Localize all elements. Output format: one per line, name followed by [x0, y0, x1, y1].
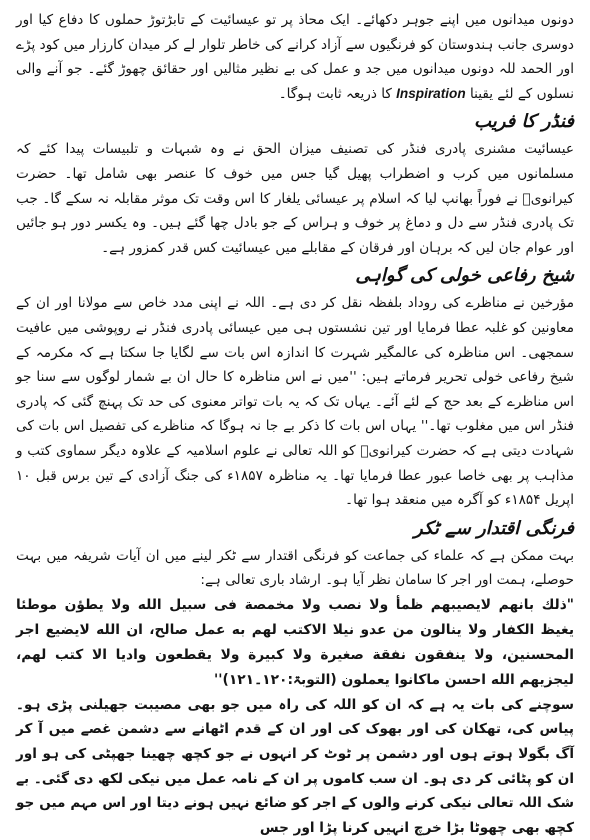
paragraph-reflection: سوچنے کی بات یہ ہے کہ ان کو اللہ کی راہ میں جو بھی مصیبت جھیلنی پڑی ہو۔ پیاس کی، تھکان کی اور بھوک کی اور ان کے قدم اٹھانے سے دشمن غصے میں آ کر آگ بگولا ہوتے ہوں اور دشمن پر ٹوٹ کر انہوں نے جو کچھ چھینا جھپٹی کی ہو اور ان کو پٹائی کر دی ہو۔ ان سب کاموں پر ان کے نامہ عمل میں نیکی لکھ دی گئی۔ بے شک اللہ تعالی نیکی کرنے والوں کے اجر کو ضائع نہیں ہونے دیتا اور اس مہم میں جو کچھ بھی چھوٹا بڑا خرچ انہیں کرنا پڑا اور جس: [16, 696, 574, 836]
quran-reference: (التوبۃ:۱۲۰۔۱۲۱)'': [214, 671, 337, 688]
paragraph-intro-end: کا ذریعہ ثابت ہوگا۔: [278, 85, 392, 102]
paragraph-fander: عیسائیت مشنری پادری فنڈر کی تصنیف میزان الحق نے وہ شبہات و تلبیسات پیدا کئے کہ مسلمانوں میں کرب و اضطراب پھیل گیا جس میں خوف کا عنصر بھی شامل تھا۔ حضرت کیرانویؒ نے فوراً بھانپ لیا کہ اسلام پر عیسائی یلغار کا اس وقت تک موثر مقابلہ نہ سکے گا۔ جب تک پادری فنڈر سے دل و دماغ پر خوف و ہراس کے جو بادل چھا گئے ہیں۔ وہ یکسر دور ہو جائیں اور عوام جان لیں کہ برہان اور فرقان کے مقابلے میں عیسائیت کس قدر کمزور ہے۔: [16, 141, 574, 256]
latin-word: Inspiration: [396, 85, 466, 101]
section-heading-farangi: فرنگی اقتدار سے ٹکر: [414, 517, 574, 539]
quran-verse-text: "ذلك بانهم لايصيبهم ظمأ ولا نصب ولا مخمصة فى سبيل الله ولا يطؤن موطئا يغيظ الكفار ولا ينالون من عدو نيلا الاكتب لهم به عمل صالح، ان الله لايضيع اجر المحسنين، ولا ينفقون نفقة صغيرة ولا كبيرة ولا يقطعون واديا الا كتب لهم، ليجزيهم الله احسن ماكانوا يعملون: [16, 596, 574, 688]
paragraph-intro-text: دونوں میدانوں میں اپنے جوہر دکھائے۔ ایک محاذ پر تو عیسائیت کے تابڑتوڑ حملوں کا دفاع کیا اور دوسری جانب ہندوستان کو فرنگیوں سے آزاد کرانے کی خاطر تلوار لے کر میدان کارزار میں کود پڑے اور الحمد للہ دونوں میدانوں میں جد و عمل کی بے نظیر مثالیں اور حقائق چھوڑ گئے۔ جو آنے والی نسلوں کے لئے یقینا: [16, 12, 574, 102]
section-heading-fander: فنڈر کا فریب: [474, 111, 574, 133]
section-heading-shaikh: شیخ رفاعی خولی کی گواہی: [355, 265, 574, 287]
paragraph-farangi: بہت ممکن ہے کہ علماء کی جماعت کو فرنگی اقتدار سے ٹکر لینے میں ان آیات شریفہ میں بہت حوصلے، ہمت اور اجر کا سامان نظر آیا ہو۔ ارشاد باری تعالی ہے:: [16, 547, 574, 589]
paragraph-munazara: مؤرخین نے مناظرے کی روداد بلفظہ نقل کر دی ہے۔ اللہ نے اپنی مدد خاص سے مولانا اور ان کے معاونین کو غلبہ عطا فرمایا اور تین نشستوں ہی میں عیسائی پادری فنڈر نے روپوشی میں عافیت سمجھی۔ اس مناظرہ کی عالمگیر شہرت کا اندازہ اس بات سے لگایا جا سکتا ہے کہ مکرمہ کے شیخ رفاعی خولی تحریر فرماتے ہیں: ''میں نے اس مناظرہ کا حال ان بے شمار لوگوں سے سنا جو اس مناظرے کے بعد حج کے لئے آئے۔ یہاں تک کہ یہ بات تواتر معنوی کی حد تک پہنچ گئی کہ پادری فنڈر اس میں مغلوب تھا۔'' یہاں اس بات کا ذکر بے جا نہ ہوگا کہ مناظرے کی تفصیل اس بات کی شہادت دیتی ہے کہ حضرت کیرانویؒ کو اللہ تعالی نے علوم اسلامیہ کے علاوہ دیگر سماوی کتب و مذاہب پر بھی خاصا عبور عطا فرمایا تھا۔ یہ مناظرہ ۱۸۵۷ء کی جنگ آزادی کے تین برس قبل ۱۰ اپریل ۱۸۵۴ء کو آگرہ میں منعقد ہوا تھا۔: [16, 295, 574, 509]
paragraph-intro: [16, 8, 574, 106]
quran-verse: [16, 593, 574, 693]
